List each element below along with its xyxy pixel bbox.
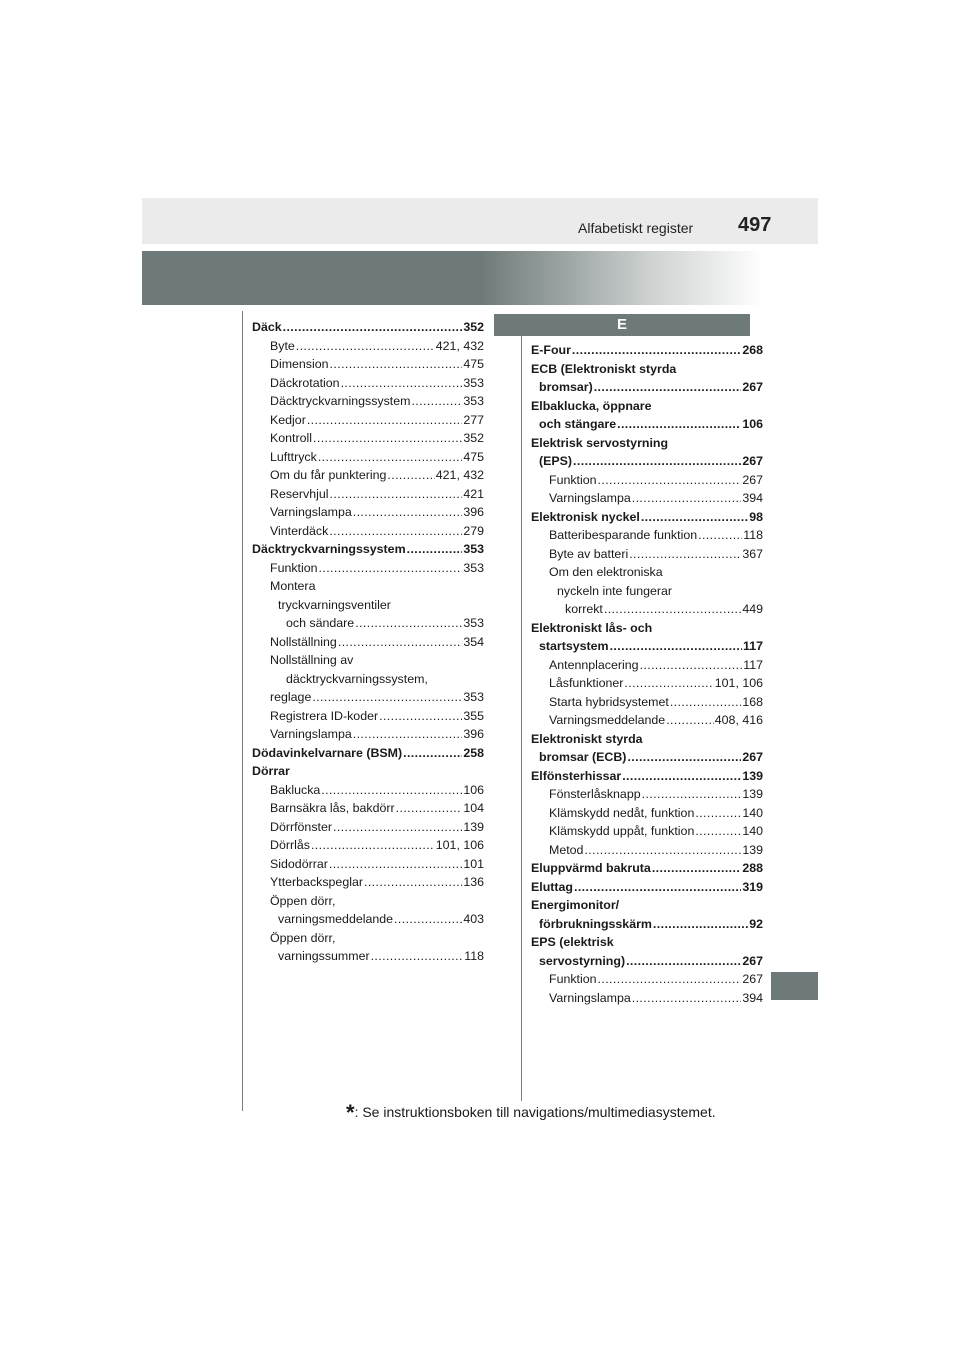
index-entry-page-ref: 352 — [463, 320, 484, 334]
dot-leader — [632, 489, 742, 508]
index-entry-page-ref: 139 — [742, 787, 763, 801]
index-entry — [531, 656, 763, 675]
index-heading-line: Öppen dörr, — [270, 930, 336, 945]
index-entry — [252, 781, 484, 800]
index-entry-label: Funktion — [549, 472, 597, 487]
index-entry-label: Däcktryckvarningssystem — [252, 542, 406, 556]
index-entry-label: Däckrotation — [270, 375, 340, 390]
index-entry-label: Låsfunktioner — [549, 676, 624, 690]
index-entry — [252, 355, 484, 374]
footnote — [346, 1100, 716, 1126]
index-entry-page-ref: 353 — [463, 690, 484, 704]
dot-leader — [617, 415, 741, 434]
index-entry-label: Reservhjul — [270, 486, 329, 501]
index-entry-page-ref: 421 — [463, 486, 484, 501]
index-entry-page-ref: 267 — [742, 454, 763, 468]
index-entry-page-ref: 353 — [463, 560, 484, 575]
index-entry-label: Byte av batteri — [549, 546, 629, 561]
index-entry-page-ref: 352 — [463, 431, 484, 445]
index-entry-label: Eluppvärmd bakruta — [531, 861, 651, 875]
index-entry-label: Varningslampa — [270, 505, 352, 519]
index-entry-page-ref: 394 — [742, 990, 763, 1005]
dot-leader — [318, 448, 462, 467]
index-entry-page-ref: 394 — [742, 491, 763, 505]
dot-leader — [695, 804, 741, 823]
dot-leader — [321, 781, 462, 800]
index-entry — [531, 471, 763, 490]
index-entry — [531, 767, 763, 786]
index-entry — [531, 526, 763, 545]
index-heading-line: Elbaklucka, öppnare — [531, 398, 652, 413]
index-entry — [531, 637, 763, 656]
index-entry-label: Dimension — [270, 357, 329, 371]
index-entry-label: Dödavinkelvarnare (BSM) — [252, 745, 403, 760]
index-entry-page-ref: 267 — [742, 750, 763, 764]
index-entry — [531, 878, 763, 897]
index-entry-page-ref: 106 — [463, 782, 484, 797]
index-entry-page-ref: 258 — [463, 745, 484, 760]
footnote-marker: * — [346, 1100, 355, 1125]
index-entry-label: Lufttryck — [270, 449, 317, 464]
index-heading-line: EPS (elektrisk — [531, 935, 614, 949]
index-entry — [252, 947, 484, 966]
dot-leader — [622, 767, 741, 786]
index-entry — [252, 633, 484, 652]
dot-leader — [387, 466, 434, 485]
page-header-title: Alfabetiskt register — [578, 220, 694, 236]
index-entry-label: Varningsmeddelande — [549, 713, 666, 727]
index-entry-label: korrekt — [565, 602, 603, 616]
index-entry — [252, 836, 484, 855]
dot-leader — [330, 485, 463, 504]
dot-leader — [353, 725, 463, 744]
index-entry — [531, 841, 763, 860]
index-entry-page-ref: 106 — [742, 417, 763, 431]
dot-leader — [695, 822, 741, 841]
index-entry-page-ref: 92 — [749, 916, 763, 931]
index-entry-label: Varningslampa — [270, 727, 352, 741]
dot-leader — [333, 818, 462, 837]
index-entry-label: varningsmeddelande — [278, 912, 394, 926]
index-entry-page-ref: 354 — [463, 634, 484, 649]
index-entry — [252, 374, 484, 393]
index-entry — [531, 748, 763, 767]
dot-leader — [642, 785, 742, 804]
index-entry-page-ref: 140 — [742, 805, 763, 820]
dot-leader — [403, 744, 462, 763]
index-entry-label: Batteribesparande funktion — [549, 528, 698, 542]
dot-leader — [624, 674, 713, 693]
index-entry — [531, 989, 763, 1008]
index-entry-page-ref: 139 — [463, 819, 484, 834]
index-entry-label: Kedjor — [270, 412, 306, 427]
index-heading-line: Om den elektroniska — [549, 565, 663, 579]
index-entry-label: servostyrning) — [539, 953, 626, 968]
index-entry — [531, 415, 763, 434]
dot-leader — [394, 910, 462, 929]
dot-leader — [307, 411, 462, 430]
index-entry-label: varningssummer — [278, 949, 370, 963]
index-entry — [531, 600, 763, 619]
index-entry — [252, 707, 484, 726]
index-entry-label: bromsar) — [539, 380, 593, 394]
index-entry — [531, 859, 763, 878]
index-entry — [252, 614, 484, 633]
index-entry-page-ref: 475 — [463, 449, 484, 464]
index-entry — [252, 910, 484, 929]
index-entry — [252, 688, 484, 707]
index-entry-label: Däck — [252, 320, 282, 334]
index-entry-page-ref: 421, 432 — [435, 468, 484, 482]
index-column-right — [531, 341, 763, 1007]
index-heading-line: ECB (Elektroniskt styrda — [531, 361, 677, 376]
index-entry — [252, 411, 484, 430]
index-entry-label: och stängare — [539, 417, 617, 431]
index-heading-line: Elektroniskt styrda — [531, 731, 643, 746]
index-entry-label: Funktion — [270, 560, 318, 575]
index-entry-label: Funktion — [549, 972, 597, 986]
index-entry-page-ref: 101, 106 — [435, 838, 484, 852]
index-entry — [531, 545, 763, 564]
dot-leader — [353, 503, 463, 522]
index-entry — [252, 337, 484, 356]
index-entry-label: Varningslampa — [549, 491, 631, 505]
decorative-gradient-band — [142, 251, 818, 305]
index-heading-line: däcktryckvarningssystem, — [286, 671, 428, 686]
dot-leader — [313, 429, 462, 448]
index-entry — [252, 503, 484, 522]
dot-leader — [574, 878, 741, 897]
dot-leader — [573, 452, 741, 471]
index-entry-page-ref: 355 — [463, 708, 484, 723]
index-entry — [252, 744, 484, 763]
index-entry-page-ref: 136 — [463, 875, 484, 889]
index-entry-label: Nollställning — [270, 634, 337, 649]
index-heading-line: Öppen dörr, — [270, 893, 336, 908]
index-entry-page-ref: 396 — [463, 505, 484, 519]
dot-leader — [329, 522, 462, 541]
page-number: 497 — [738, 214, 772, 236]
index-entry-label: Antennplacering — [549, 657, 639, 672]
index-heading-line: nyckeln inte fungerar — [557, 583, 673, 598]
index-entry-label: Om du får punktering — [270, 468, 387, 482]
index-entry — [531, 508, 763, 527]
left-margin-rule — [242, 311, 243, 1111]
index-entry — [531, 452, 763, 471]
index-entry — [252, 540, 484, 559]
index-entry-page-ref: 267 — [742, 472, 763, 487]
index-heading-line: Energimonitor/ — [531, 898, 620, 912]
index-entry — [531, 822, 763, 841]
index-entry-label: Varningslampa — [549, 990, 631, 1005]
index-heading-line: Montera — [270, 579, 316, 593]
index-entry — [252, 855, 484, 874]
dot-leader — [411, 392, 462, 411]
dot-leader — [629, 545, 741, 564]
index-entry — [252, 429, 484, 448]
index-entry — [252, 725, 484, 744]
index-entry — [252, 485, 484, 504]
index-entry-label: E-Four — [531, 343, 571, 357]
index-entry — [531, 341, 763, 360]
dot-leader — [364, 873, 462, 892]
index-entry — [252, 318, 484, 337]
index-entry-label: Eluttag — [531, 879, 573, 894]
index-entry-page-ref: 408, 416 — [714, 713, 763, 727]
index-entry — [531, 489, 763, 508]
dot-leader — [338, 633, 463, 652]
index-entry-label: Starta hybridsystemet — [549, 694, 669, 709]
index-entry-label: Vinterdäck — [270, 523, 329, 538]
index-entry-label: Dörrlås — [270, 838, 310, 852]
dot-leader — [371, 947, 464, 966]
dot-leader — [652, 859, 742, 878]
index-entry-label: Elfönsterhissar — [531, 768, 622, 783]
dot-leader — [632, 989, 742, 1008]
index-entry-page-ref: 139 — [742, 842, 763, 857]
index-entry-label: bromsar (ECB) — [539, 750, 627, 764]
index-entry-page-ref: 118 — [743, 528, 763, 542]
index-entry-label: Byte — [270, 338, 295, 353]
index-entry-page-ref: 319 — [742, 879, 763, 894]
index-heading-line: Dörrar — [252, 764, 290, 778]
dot-leader — [670, 693, 741, 712]
index-entry-label: Fönsterlåsknapp — [549, 787, 641, 801]
header-band — [142, 198, 818, 244]
index-entry — [252, 818, 484, 837]
index-entry — [531, 785, 763, 804]
index-entry-page-ref: 277 — [463, 412, 484, 427]
index-entry-page-ref: 139 — [742, 768, 763, 783]
index-entry-page-ref: 101, 106 — [714, 676, 763, 690]
dot-leader — [610, 637, 742, 656]
dot-leader — [641, 508, 748, 527]
index-entry-label: reglage — [270, 690, 312, 704]
index-entry-label: Registrera ID-koder — [270, 708, 379, 723]
dot-leader — [598, 471, 742, 490]
dot-leader — [296, 337, 435, 356]
index-entry-page-ref: 98 — [749, 509, 763, 524]
index-entry-page-ref: 104 — [463, 801, 484, 815]
index-entry-page-ref: 267 — [742, 972, 763, 986]
index-entry-label: Metod — [549, 842, 584, 857]
index-entry — [252, 522, 484, 541]
index-entry-page-ref: 288 — [742, 861, 763, 875]
dot-leader — [666, 711, 714, 730]
dot-leader — [653, 915, 748, 934]
index-entry-page-ref: 118 — [464, 949, 484, 963]
index-column-left — [252, 318, 484, 966]
index-entry-page-ref: 396 — [463, 727, 484, 741]
index-entry-label: Barnsäkra lås, bakdörr — [270, 801, 395, 815]
dot-leader — [319, 559, 463, 578]
index-entry — [531, 674, 763, 693]
index-entry-label: Baklucka — [270, 782, 321, 797]
dot-leader — [626, 952, 741, 971]
index-entry-page-ref: 475 — [463, 357, 484, 371]
index-entry-label: och sändare — [286, 616, 355, 630]
index-heading-line: Elektroniskt lås- och — [531, 620, 653, 635]
index-entry-page-ref: 267 — [742, 953, 763, 968]
dot-leader — [311, 836, 435, 855]
index-entry — [531, 378, 763, 397]
section-letter-tab: E — [494, 314, 750, 336]
index-entry — [531, 970, 763, 989]
dot-leader — [572, 341, 741, 360]
index-entry-label: Elektronisk nyckel — [531, 509, 640, 524]
index-entry-label: Sidodörrar — [270, 856, 328, 871]
index-entry-page-ref: 353 — [463, 616, 484, 630]
index-entry — [531, 693, 763, 712]
index-entry-label: Kontroll — [270, 431, 313, 445]
index-entry — [531, 711, 763, 730]
dot-leader — [396, 799, 463, 818]
index-entry-page-ref: 449 — [742, 602, 763, 616]
footnote-text: : Se instruktionsboken till navigations/multimediasystemet. — [354, 1104, 716, 1120]
dot-leader — [640, 656, 743, 675]
dot-leader — [355, 614, 462, 633]
index-entry-page-ref: 268 — [742, 343, 763, 357]
dot-leader — [379, 707, 462, 726]
index-entry-label: Däcktryckvarningssystem — [270, 394, 411, 408]
index-entry — [252, 448, 484, 467]
dot-leader — [594, 378, 742, 397]
index-entry-label: (EPS) — [539, 454, 573, 468]
index-entry-page-ref: 421, 432 — [435, 338, 484, 353]
column-divider-rule — [521, 336, 522, 1101]
index-entry-label: Klämskydd nedåt, funktion — [549, 805, 695, 820]
thumb-index-tab — [771, 972, 818, 1000]
index-entry-label: förbrukningsskärm — [539, 916, 652, 931]
dot-leader — [312, 688, 462, 707]
index-heading-line: tryckvarningsventiler — [278, 597, 391, 612]
index-entry — [252, 466, 484, 485]
index-entry-label: Ytterbackspeglar — [270, 875, 363, 889]
dot-leader — [698, 526, 742, 545]
index-entry — [252, 559, 484, 578]
dot-leader — [584, 841, 741, 860]
index-entry-page-ref: 353 — [463, 394, 484, 408]
dot-leader — [329, 855, 462, 874]
index-entry-page-ref: 353 — [463, 375, 484, 390]
index-entry — [531, 804, 763, 823]
dot-leader — [407, 540, 463, 559]
index-entry-page-ref: 267 — [742, 380, 763, 394]
index-entry — [531, 952, 763, 971]
index-entry-page-ref: 279 — [463, 523, 484, 538]
index-entry-page-ref: 403 — [463, 912, 484, 926]
index-entry-page-ref: 117 — [743, 639, 763, 653]
index-entry-page-ref: 140 — [742, 824, 763, 838]
index-heading-line: Nollställning av — [270, 653, 354, 667]
index-entry-page-ref: 367 — [742, 546, 763, 561]
index-entry-label: Klämskydd uppåt, funktion — [549, 824, 695, 838]
index-entry — [252, 799, 484, 818]
index-heading-line: Elektrisk servostyrning — [531, 435, 669, 450]
dot-leader — [283, 318, 463, 337]
index-entry-page-ref: 353 — [463, 542, 484, 556]
index-entry-label: startsystem — [539, 639, 609, 653]
dot-leader — [598, 970, 742, 989]
dot-leader — [341, 374, 463, 393]
index-entry-page-ref: 168 — [742, 694, 763, 709]
index-entry — [252, 873, 484, 892]
dot-leader — [604, 600, 741, 619]
dot-leader — [627, 748, 741, 767]
index-entry-label: Dörrfönster — [270, 819, 332, 834]
index-entry-page-ref: 117 — [743, 657, 763, 672]
index-entry — [531, 915, 763, 934]
index-entry — [252, 392, 484, 411]
index-entry-page-ref: 101 — [463, 856, 484, 871]
dot-leader — [330, 355, 463, 374]
